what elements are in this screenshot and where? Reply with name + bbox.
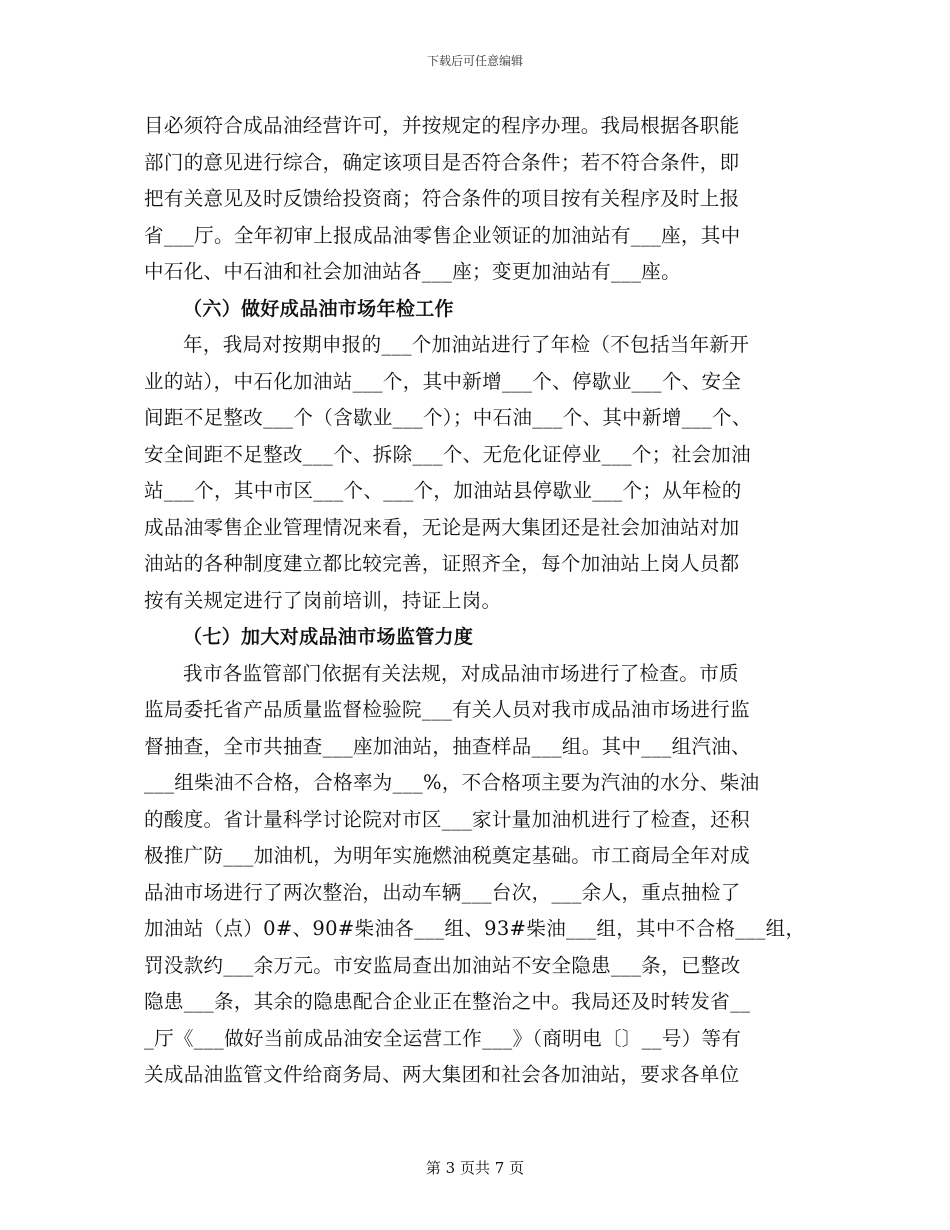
body-line: ___组柴油不合格，合格率为___%，不合格项主要为汽油的水分、柴油: [144, 771, 760, 794]
body-line: 督抽查，全市共抽查___座加油站，抽查样品___组。其中___组汽油、: [144, 734, 752, 758]
body-line: 安全间距不足整改___个、拆除___个、无危化证停业___个；社会加油: [144, 442, 752, 466]
body-line: 站___个，其中市区___个、___个，加油站县停歇业___个；从年检的: [144, 479, 742, 502]
body-line: 关成品油监管文件给商务局、两大集团和社会各加油站，要求各单位: [144, 1063, 740, 1086]
body-line: 监局委托省产品质量监督检验院___有关人员对我市成品油市场进行监: [144, 698, 750, 721]
body-line: 间距不足整改___个（含歇业___个）；中石油___个、其中新增___个、: [144, 406, 752, 429]
section-heading-6: （六）做好成品油市场年检工作: [183, 297, 454, 320]
page-header: 下载后可任意编辑: [426, 54, 523, 68]
paragraph-start: 年，我局对按期申报的___个加油站进行了年检（不包括当年新开: [183, 333, 750, 356]
document-body: [144, 108, 814, 1094]
body-line: 业的站），中石化加油站___个，其中新增___个、停歇业___个、安全: [144, 369, 742, 393]
paragraph-start: 我市各监管部门依据有关法规，对成品油市场进行了检查。市质: [183, 661, 739, 685]
body-line: 的酸度。省计量科学讨论院对市区___家计量加油机进行了检查，还积: [144, 807, 750, 831]
body-line: 罚没款约___余万元。市安监局查出加油站不安全隐患___条，已整改: [144, 953, 741, 977]
body-line: 按有关规定进行了岗前培训，持证上岗。: [144, 588, 502, 612]
body-line: 中石化、中石油和社会加油站各___座；变更加油站有___座。: [144, 260, 682, 283]
body-line: _厅《___做好当前成品油安全运营工作___》（商明电〔〕__号）等有: [144, 1026, 742, 1050]
body-line: 品油市场进行了两次整治，出动车辆___台次，___余人，重点抽检了: [144, 880, 741, 904]
body-line: 油站的各种制度建立都比较完善，证照齐全，每个加油站上岗人员都: [144, 552, 740, 575]
body-line: 把有关意见及时反馈给投资商；符合条件的项目按有关程序及时上报: [144, 187, 740, 210]
body-line: 极推广防___加油机，为明年实施燃油税奠定基础。市工商局全年对成: [144, 844, 750, 867]
body-line: 省___厅。全年初审上报成品油零售企业领证的加油站有___座，其中: [144, 223, 741, 247]
body-line: 加油站（点）0#、90#柴油各___组、93#柴油___组，其中不合格___组，: [144, 917, 806, 940]
section-heading-7: （七）加大对成品油市场监管力度: [183, 626, 474, 648]
body-line: 部门的意见进行综合，确定该项目是否符合条件；若不符合条件，即: [144, 150, 740, 174]
body-line: 目必须符合成品油经营许可，并按规定的程序办理。我局根据各职能: [144, 114, 740, 137]
page-footer: 第 3 页共 7 页: [425, 1159, 525, 1177]
body-line: 成品油零售企业管理情况来看，无论是两大集团还是社会加油站对加: [144, 515, 740, 539]
body-line: 隐患___条，其余的隐患配合企业正在整治之中。我局还及时转发省__: [144, 990, 751, 1013]
